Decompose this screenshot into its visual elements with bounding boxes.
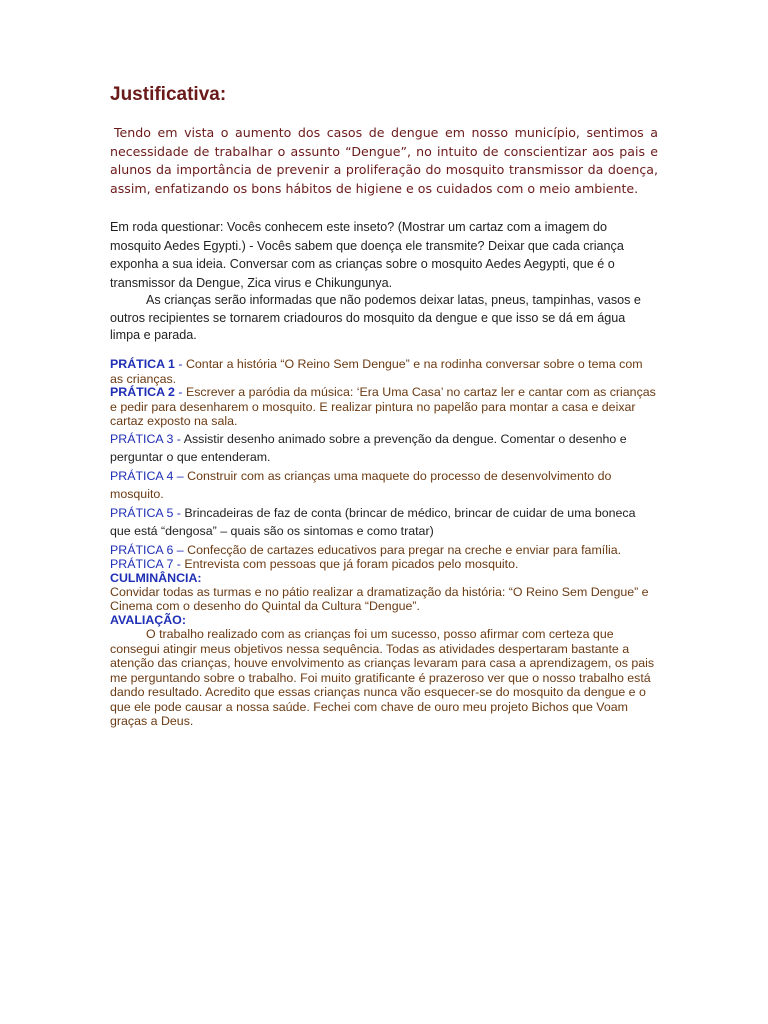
pratica-2-label: PRÁTICA 2 xyxy=(110,385,175,399)
pratica-7 xyxy=(110,557,658,572)
pratica-1-label: PRÁTICA 1 xyxy=(110,357,175,371)
pratica-6 xyxy=(110,543,658,558)
culminancia-text: Convidar todas as turmas e no pátio realizar a dramatização da história: “O Reino Sem Dengue” e Cinema com o desenho do Quintal da Cultura “Dengue”. xyxy=(110,585,649,614)
pratica-6-label: PRÁTICA 6 xyxy=(110,543,174,557)
pratica-7-label: PRÁTICA 7 xyxy=(110,557,174,571)
pratica-1 xyxy=(110,357,658,386)
pratica-3 xyxy=(110,431,658,466)
criancas-paragraph: As crianças serão informadas que não podemos deixar latas, pneus, tampinhas, vasos e outros recipientes se tornarem criadouros do mosquito da dengue e que isso se dá em água limpa e parada. xyxy=(110,293,641,342)
pratica-5-text: Brincadeiras de faz de conta (brincar de médico, brincar de cuidar de uma boneca que está “dengosa” – quais são os sintomas e como tratar) xyxy=(110,506,636,538)
avaliacao-text: O trabalho realizado com as crianças foi um sucesso, posso afirmar com certeza que consegui atingir meus objetivos nessa sequência. Todas as atividades despertaram bastante a atenção das crianças, houve envolvimento as crianças levaram para casa a aprendizagem, os pais me perguntando sobre o trabalho. Foi muito gratificante é prazeroso ver que o nosso trabalho está dando resultado. Acredito que essas crianças nunca vão esquecer-se do mosquito da dengue e o que ele pode causar a nossa saúde. Fechei com chave de ouro meu projeto Bichos que Voam graças a Deus. xyxy=(110,627,655,728)
pratica-3-sep: - xyxy=(173,432,184,446)
pratica-5 xyxy=(110,505,658,540)
pratica-2-sep: - xyxy=(174,385,186,399)
pratica-7-text: Entrevista com pessoas que já foram picados pelo mosquito. xyxy=(184,557,519,571)
pratica-5-label: PRÁTICA 5 xyxy=(110,506,174,520)
pratica-2-text: Escrever a paródia da música: ‘Era Uma Casa’ no cartaz ler e cantar com as crianças e pedir para desenharem o mosquito. E realizar pintura no papelão para montar a casa e deixar cartaz exposto na sala. xyxy=(110,385,656,428)
avaliacao-heading: AVALIAÇÃO: xyxy=(110,613,186,627)
pratica-1-text: Contar a história “O Reino Sem Dengue” e na rodinha conversar sobre o tema com as crianças. xyxy=(110,357,643,386)
pratica-7-sep: - xyxy=(173,557,185,571)
pratica-4-text: Construir com as crianças uma maquete do processo de desenvolvimento do mosquito. xyxy=(110,469,612,501)
pratica-6-sep: – xyxy=(173,543,188,557)
pratica-3-text: Assistir desenho animado sobre a prevenção da dengue. Comentar o desenho e perguntar o que entenderam. xyxy=(110,432,627,464)
intro-paragraph: Tendo em vista o aumento dos casos de dengue em nosso município, sentimos a necessidade de trabalhar o assunto “Dengue”, no intuito de conscientizar aos pais e alunos da importância de prevenir a proliferação do mosquito transmissor da doença, assim, enfatizando os bons hábitos de higiene e os cuidados com o meio ambiente. xyxy=(110,125,658,196)
pratica-5-sep: - xyxy=(173,506,185,520)
roda-paragraph: Em roda questionar: Vocês conhecem este inseto? (Mostrar um cartaz com a imagem do mosquito Aedes Egypti.) - Vocês sabem que doença ele transmite? Deixar que cada criança exponha a sua ideia. Conversar com as crianças sobre o mosquito Aedes Aegypti, que é o transmissor da Dengue, Zica virus e Chikungunya. xyxy=(110,220,624,290)
pratica-6-text: Confecção de cartazes educativos para pregar na creche e enviar para família. xyxy=(187,543,622,557)
pratica-4 xyxy=(110,468,658,503)
culminancia-heading: CULMINÂNCIA: xyxy=(110,571,202,585)
pratica-1-sep: - xyxy=(174,357,186,371)
pratica-2 xyxy=(110,385,658,429)
page-title: Justificativa: xyxy=(110,84,227,105)
pratica-4-label: PRÁTICA 4 xyxy=(110,469,174,483)
pratica-3-label: PRÁTICA 3 xyxy=(110,432,174,446)
pratica-4-sep: – xyxy=(173,469,188,483)
